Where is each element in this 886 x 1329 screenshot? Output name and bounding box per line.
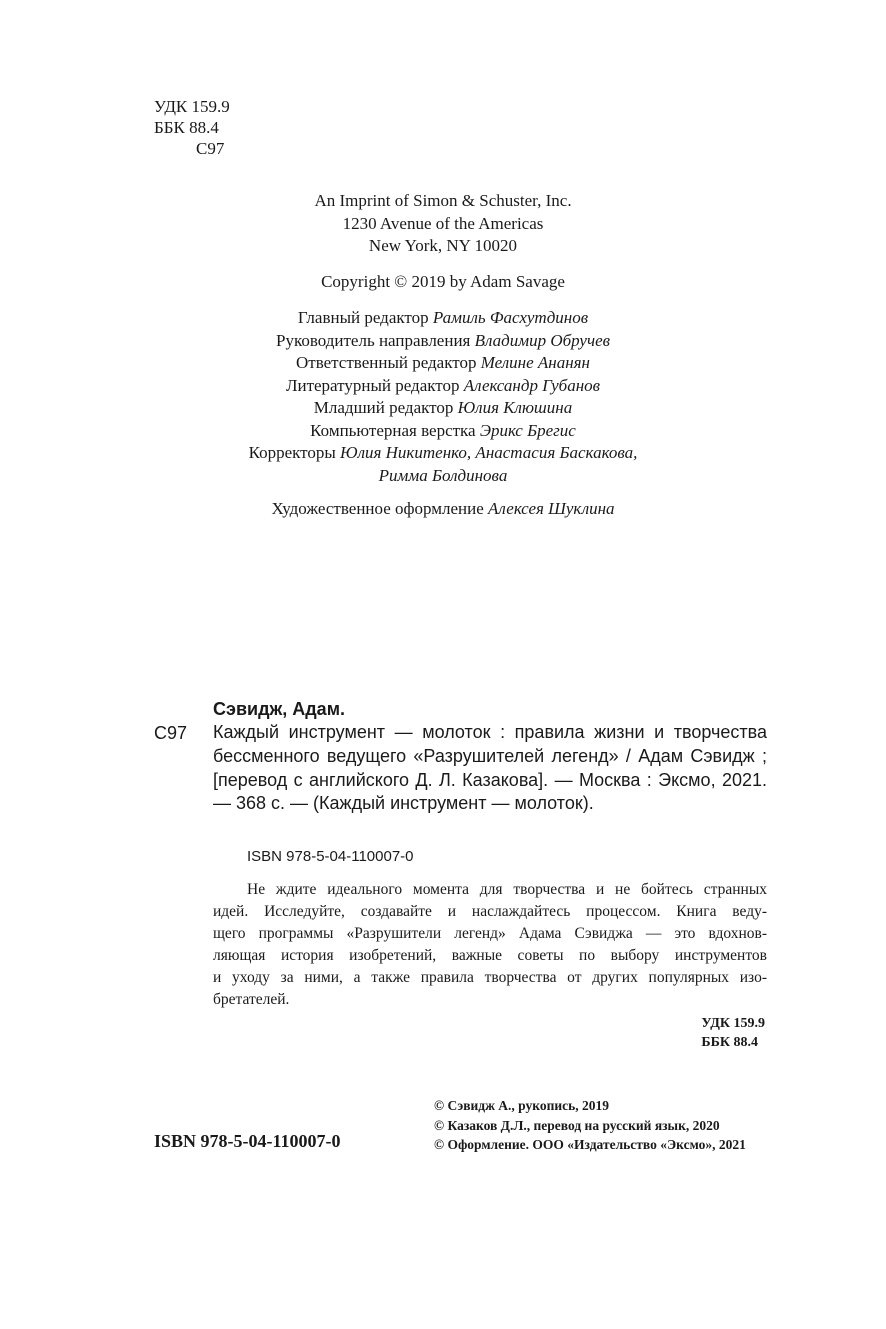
credit-line: Ответственный редактор Мелине Ананян — [295, 353, 590, 372]
credits-block — [0, 307, 886, 487]
bib-code: С97 — [154, 723, 188, 743]
imprint-line-3: New York, NY 10020 — [368, 236, 518, 255]
footer-udk: УДК 159.9 — [701, 1016, 765, 1031]
imprint-line-1: An Imprint of Simon & Schuster, Inc. — [314, 191, 572, 210]
bib-description: Каждый инструмент — молоток : правила жизни и творчества бессменного ведущего «Разрушителей легенд» / Адам Сэвидж ; [перевод с английского Д. Л. Казакова]. — Москва : Эксмо, 2021. — 368 с. — (Каждый инструмент — молоток). — [213, 722, 767, 814]
copyright-item: © Оформление. ООО «Издательство «Эксмо», 2021 — [434, 1137, 746, 1152]
isbn-bottom: ISBN 978-5-04-110007-0 — [154, 1131, 341, 1151]
annotation-line: бретателей. — [213, 991, 290, 1008]
annotation — [213, 879, 767, 1011]
footer-bbk: ББК 88.4 — [701, 1035, 759, 1050]
bib-author: Сэвидж, Адам. — [213, 699, 346, 719]
copyright-item: © Сэвидж А., рукопись, 2019 — [434, 1098, 610, 1113]
annotation-line: Не ждите идеального момента для творчества и не бойтесь странных — [247, 881, 767, 898]
credit-line: Корректоры Юлия Никитенко, Анастасия Баскакова, — [248, 443, 638, 462]
copyright-item: © Казаков Д.Л., перевод на русский язык, 2020 — [434, 1117, 720, 1133]
credit-line: Главный редактор Рамиль Фасхутдинов — [297, 308, 589, 327]
bib-isbn: ISBN 978-5-04-110007-0 — [247, 848, 414, 865]
annotation-line: и уходу за ними, а также правила творчества от других популярных изо- — [213, 969, 767, 986]
udk-code: УДК 159.9 — [154, 97, 230, 116]
credit-line: Младший редактор Юлия Клюшина — [313, 398, 573, 417]
copyright-line: Copyright © 2019 by Adam Savage — [321, 272, 565, 291]
credit-line: Руководитель направления Владимир Обручев — [275, 330, 611, 350]
credit-line: Римма Болдинова — [378, 465, 508, 485]
credit-line: Компьютерная верстка Эрикс Брегис — [310, 420, 576, 440]
design-credit: Художественное оформление Алексея Шуклина — [271, 499, 615, 518]
copyrights-block — [434, 1096, 746, 1155]
annotation-line: идей. Исследуйте, создавайте и наслаждайтесь процессом. Книга веду- — [213, 903, 767, 920]
bbk-code: ББК 88.4 — [154, 118, 219, 137]
annotation-line: щего программы «Разрушители легенд» Адама Сэвиджа — это вдохнов- — [213, 925, 767, 942]
classification-codes — [154, 96, 230, 159]
annotation-line: ляющая история изобретений, важные советы по выбору инструментов — [213, 947, 767, 964]
author-sign-code: С97 — [196, 139, 225, 158]
footer-codes — [701, 1014, 765, 1052]
imprint-block — [0, 190, 886, 258]
credit-line: Литературный редактор Александр Губанов — [285, 375, 601, 395]
imprint-line-2: 1230 Avenue of the Americas — [342, 213, 544, 233]
